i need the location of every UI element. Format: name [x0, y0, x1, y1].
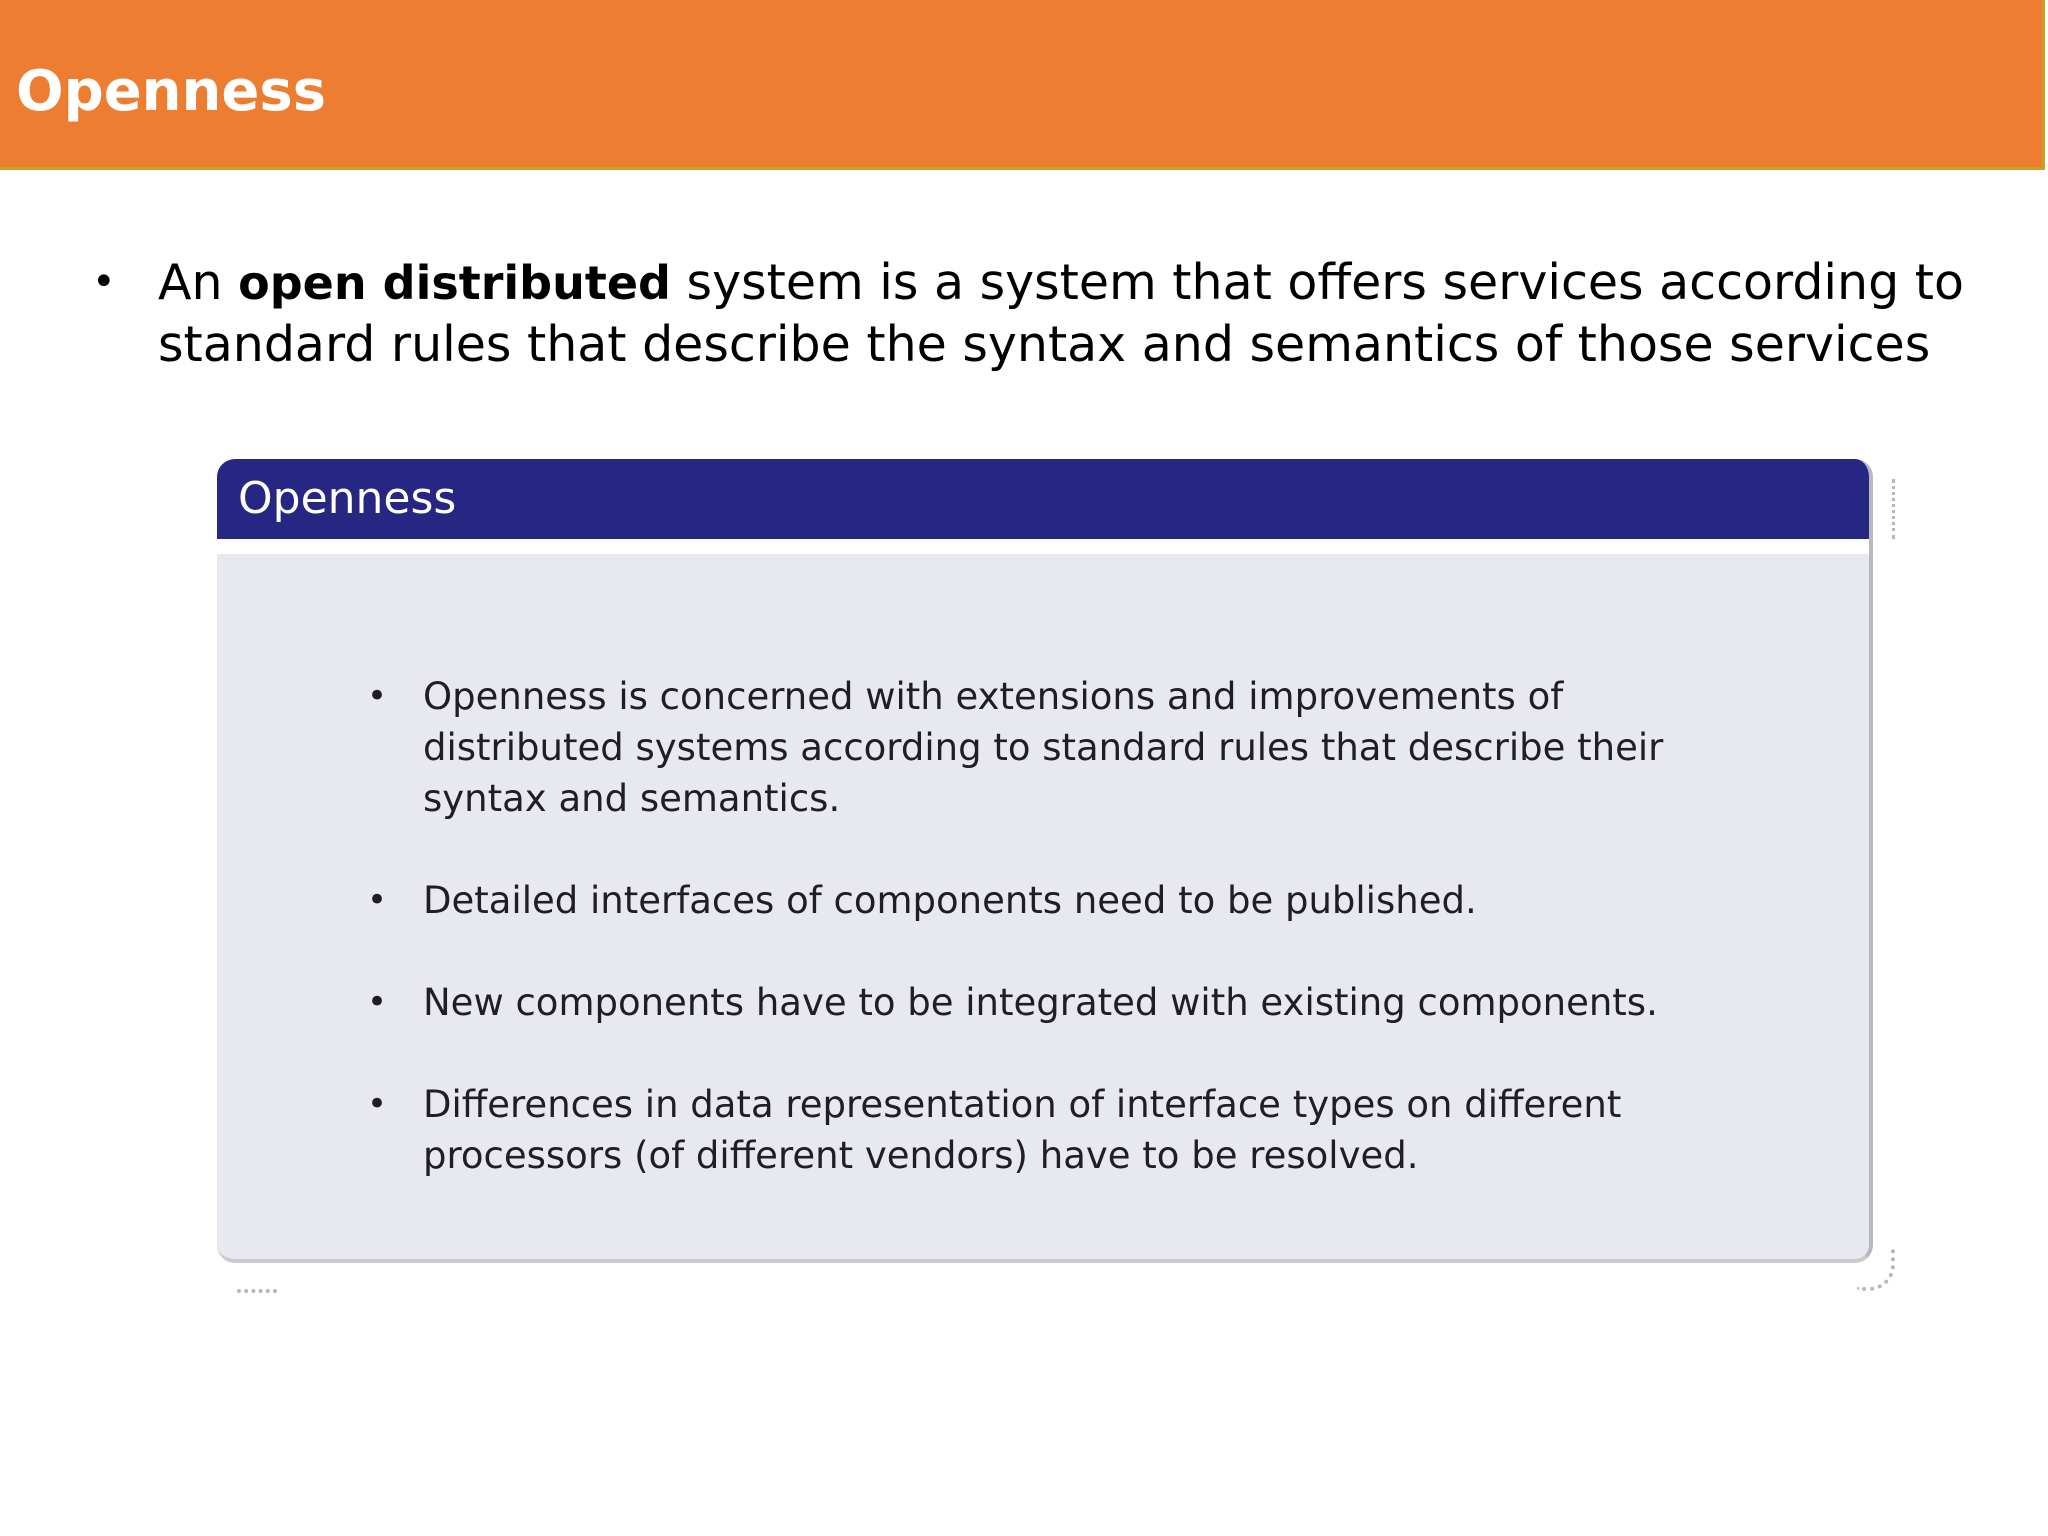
embedded-slide-image [217, 459, 1877, 1267]
embedded-bullet-list [217, 671, 1869, 1232]
embedded-slide-frame [217, 459, 1873, 1263]
bullet-marker: • [92, 259, 116, 305]
embedded-bullet-marker: • [367, 676, 388, 716]
page-curl-shadow [1882, 479, 1895, 539]
embedded-slide-title: Openness [238, 473, 457, 524]
embedded-bullet-item [217, 1079, 1753, 1181]
embedded-bullet-text: Detailed interfaces of components need to be published. [423, 879, 1477, 922]
slide-title: Openness [16, 59, 327, 124]
embedded-bullet-marker: • [367, 1084, 388, 1124]
embedded-bullet-marker: • [367, 880, 388, 920]
bullet-list [0, 252, 2048, 375]
bullet-bold-term: open distributed [238, 256, 671, 310]
page-curl-shadow [237, 1275, 277, 1293]
embedded-bullet-text: Openness is concerned with extensions and improvements of distributed systems according to standard rules that describe their syntax and semantics. [423, 675, 1664, 820]
embedded-slide-header [217, 459, 1869, 539]
embedded-bullet-item [217, 671, 1753, 824]
embedded-bullet-text: New components have to be integrated with existing components. [423, 981, 1658, 1024]
embedded-bullet-text: Differences in data representation of interface types on different processors (of different vendors) have to be resolved. [423, 1083, 1622, 1177]
header-divider [217, 539, 1869, 554]
bullet-item [0, 252, 1978, 375]
embedded-bullet-item [217, 875, 1753, 926]
embedded-bullet-item [217, 977, 1753, 1028]
bullet-rest: system is a system that offers services according to standard rules that describe the syntax and semantics of those services [158, 254, 1964, 373]
embedded-bullet-marker: • [367, 982, 388, 1022]
bullet-prefix: An [158, 254, 239, 311]
title-bar [0, 0, 2045, 170]
